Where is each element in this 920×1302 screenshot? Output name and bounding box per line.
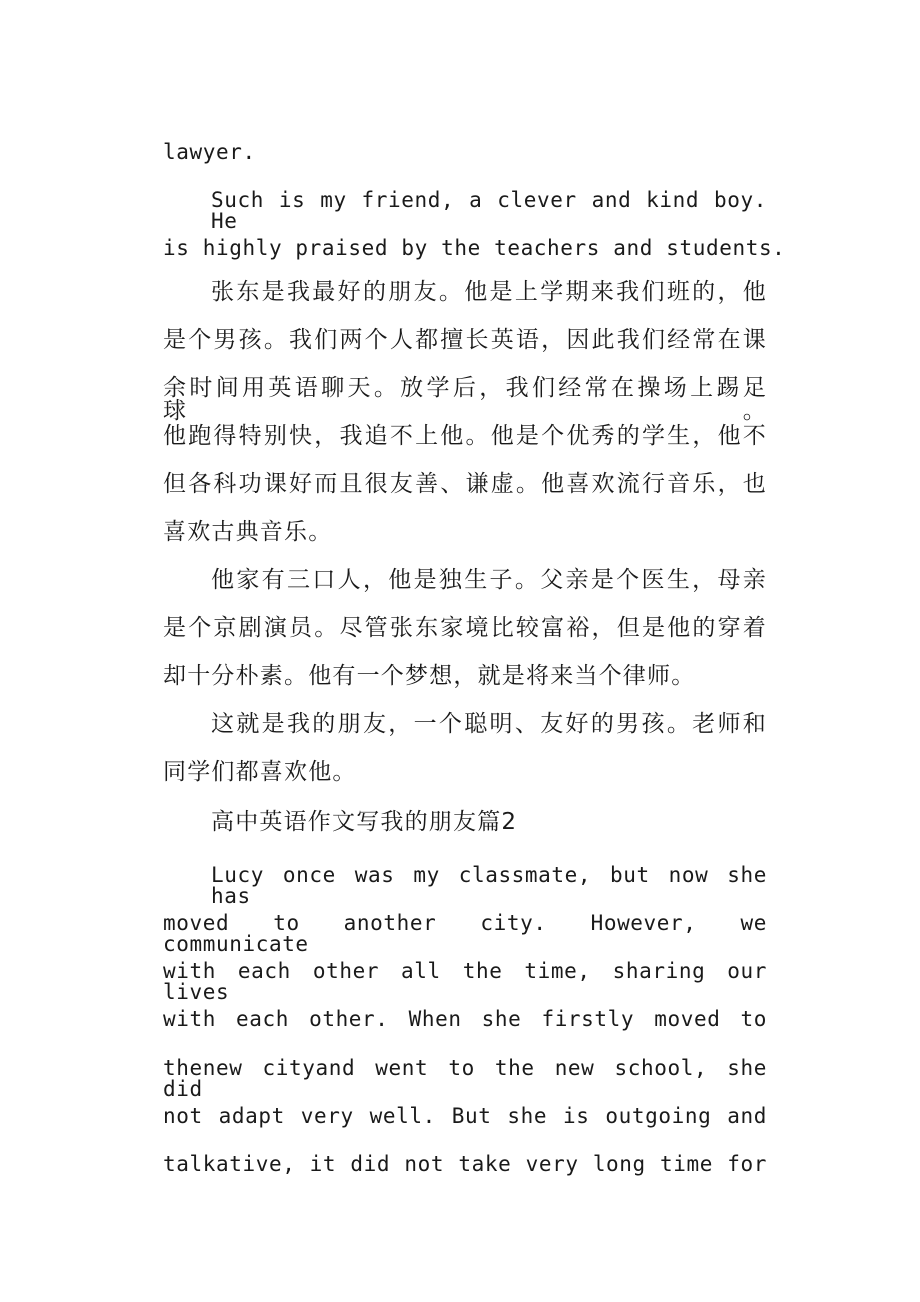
- text-line: 但各科功课好而且很友善、谦虚。他喜欢流行音乐，也: [163, 471, 767, 497]
- text-line: 他家有三口人，他是独生子。父亲是个医生，母亲: [211, 567, 767, 593]
- text-line: with each other. When she firstly moved to: [163, 1007, 767, 1031]
- text-line: 是个京剧演员。尽管张东家境比较富裕，但是他的穿着: [163, 615, 767, 641]
- text-line: 却十分朴素。他有一个梦想，就是将来当个律师。: [163, 663, 696, 689]
- text-line: 他跑得特别快，我追不上他。他是个优秀的学生，他不: [163, 423, 767, 449]
- text-line: lawyer.: [163, 140, 256, 164]
- section-heading: 高中英语作文写我的朋友篇2: [211, 809, 518, 835]
- text-line: 喜欢古典音乐。: [163, 519, 333, 545]
- text-line: moved to another city. However, we communicate: [163, 911, 767, 956]
- text-line: 余时间用英语聊天。放学后，我们经常在操场上踢足球。: [163, 375, 767, 424]
- text-line: 张东是我最好的朋友。他是上学期来我们班的，他: [211, 279, 767, 305]
- text-line: with each other all the time, sharing our lives: [163, 959, 767, 1004]
- text-line: talkative, it did not take very long time for: [163, 1152, 767, 1176]
- text-line: 这就是我的朋友，一个聪明、友好的男孩。老师和: [211, 711, 767, 737]
- text-line: Such is my friend, a clever and kind boy. He: [211, 188, 767, 233]
- text-line: 是个男孩。我们两个人都擅长英语，因此我们经常在课: [163, 327, 767, 353]
- text-line: thenew cityand went to the new school, she did: [163, 1056, 767, 1101]
- text-line: not adapt very well. But she is outgoing and: [163, 1104, 767, 1128]
- text-line: Lucy once was my classmate, but now she has: [211, 863, 767, 908]
- text-line: is highly praised by the teachers and students.: [163, 236, 786, 260]
- text-line: 同学们都喜欢他。: [163, 759, 357, 785]
